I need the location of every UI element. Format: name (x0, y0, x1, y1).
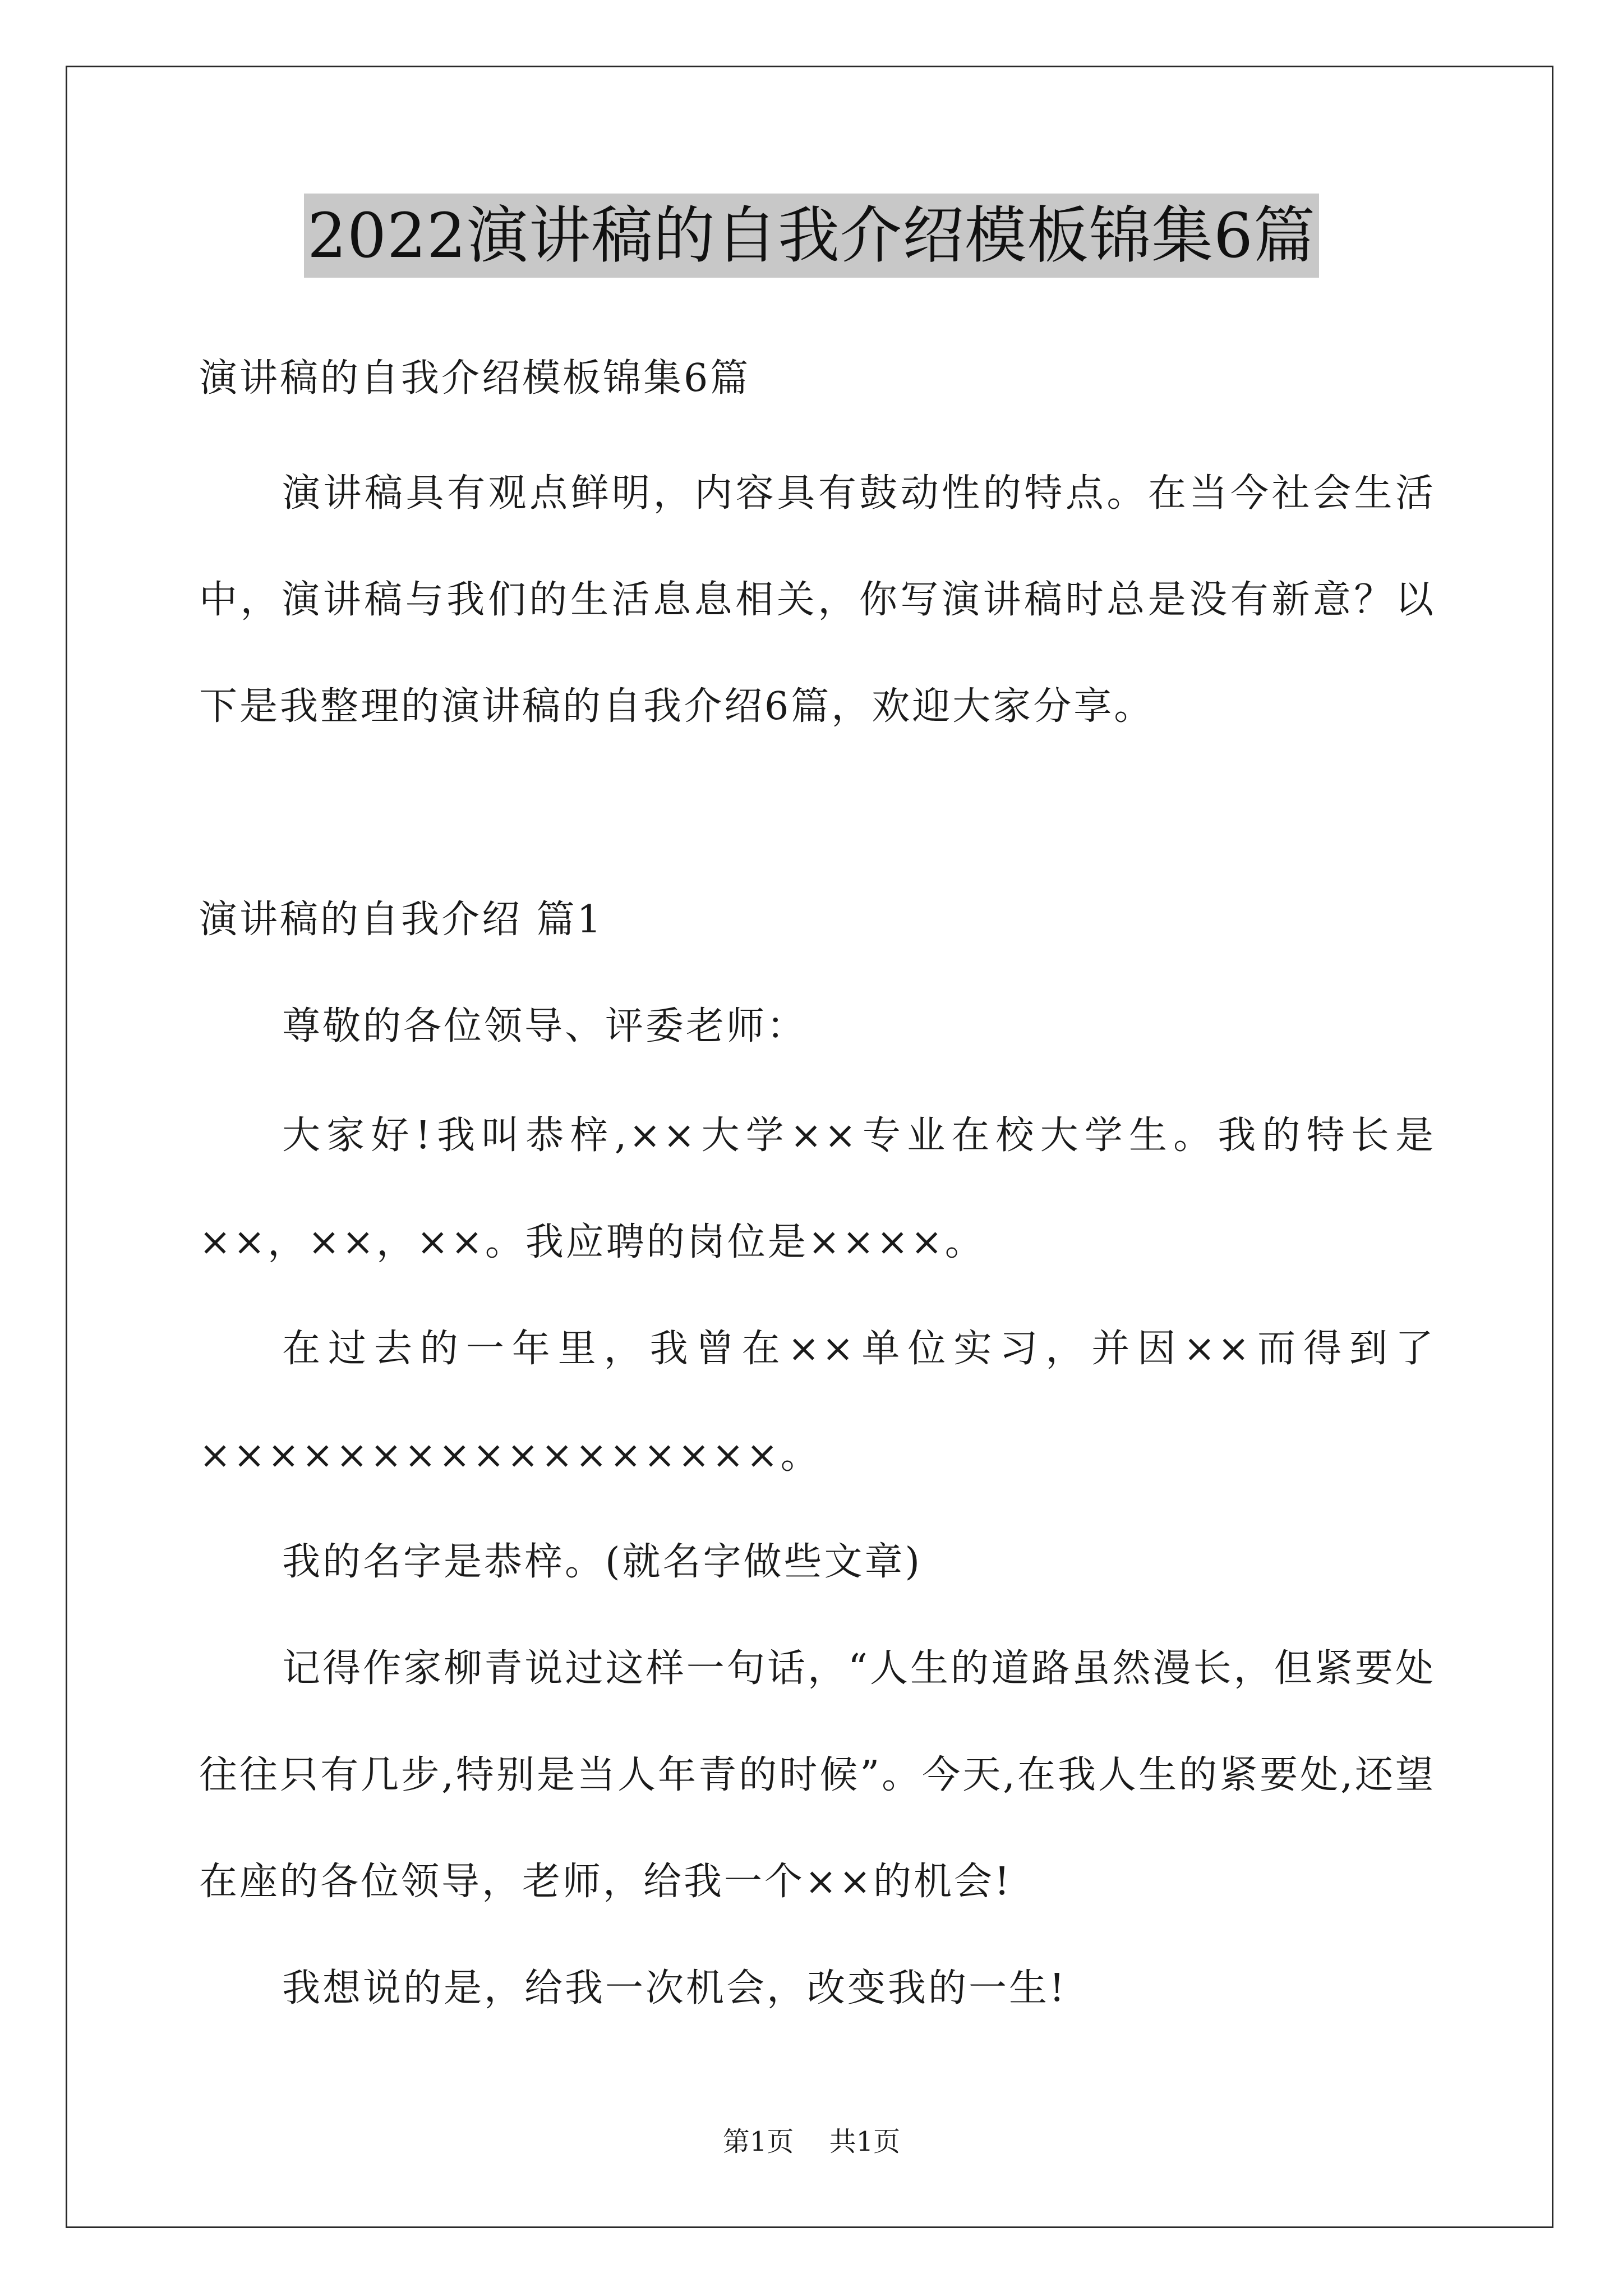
title-block (0, 194, 1623, 278)
body-paragraph-1: 大家好!我叫恭梓,××大学××专业在校大学生。我的特长是××，××，××。我应聘的岗位是××××。 (199, 1114, 1436, 1264)
document-title: 2022演讲稿的自我介绍模板锦集6篇 (304, 194, 1319, 278)
page-footer (0, 2125, 1623, 2159)
body-paragraph-2: 在过去的一年里，我曾在××单位实习，并因××而得到了×××××××××××××××××。 (199, 1327, 1436, 1478)
salutation: 尊敬的各位领导、评委老师： (282, 1004, 808, 1048)
page-number: 第1页 (722, 2126, 794, 2157)
document-subtitle: 演讲稿的自我介绍模板锦集6篇 (199, 356, 751, 401)
body-paragraph-5: 我想说的是，给我一次机会，改变我的一生! (282, 1966, 1067, 2010)
section-heading: 演讲稿的自我介绍 篇1 (199, 898, 603, 942)
page-total: 共1页 (829, 2126, 901, 2157)
intro-paragraph: 演讲稿具有观点鲜明，内容具有鼓动性的特点。在当今社会生活中，演讲稿与我们的生活息息相关，你写演讲稿时总是没有新意？以下是我整理的演讲稿的自我介绍6篇，欢迎大家分享。 (199, 471, 1436, 729)
body-paragraph-3: 我的名字是恭梓。(就名字做些文章) (282, 1540, 923, 1584)
body-paragraph-4: 记得作家柳青说过这样一句话，“人生的道路虽然漫长，但紧要处往往只有几步,特别是当人年青的时候”。今天,在我人生的紧要处,还望在座的各位领导，老师，给我一个××的机会! (199, 1646, 1436, 1904)
